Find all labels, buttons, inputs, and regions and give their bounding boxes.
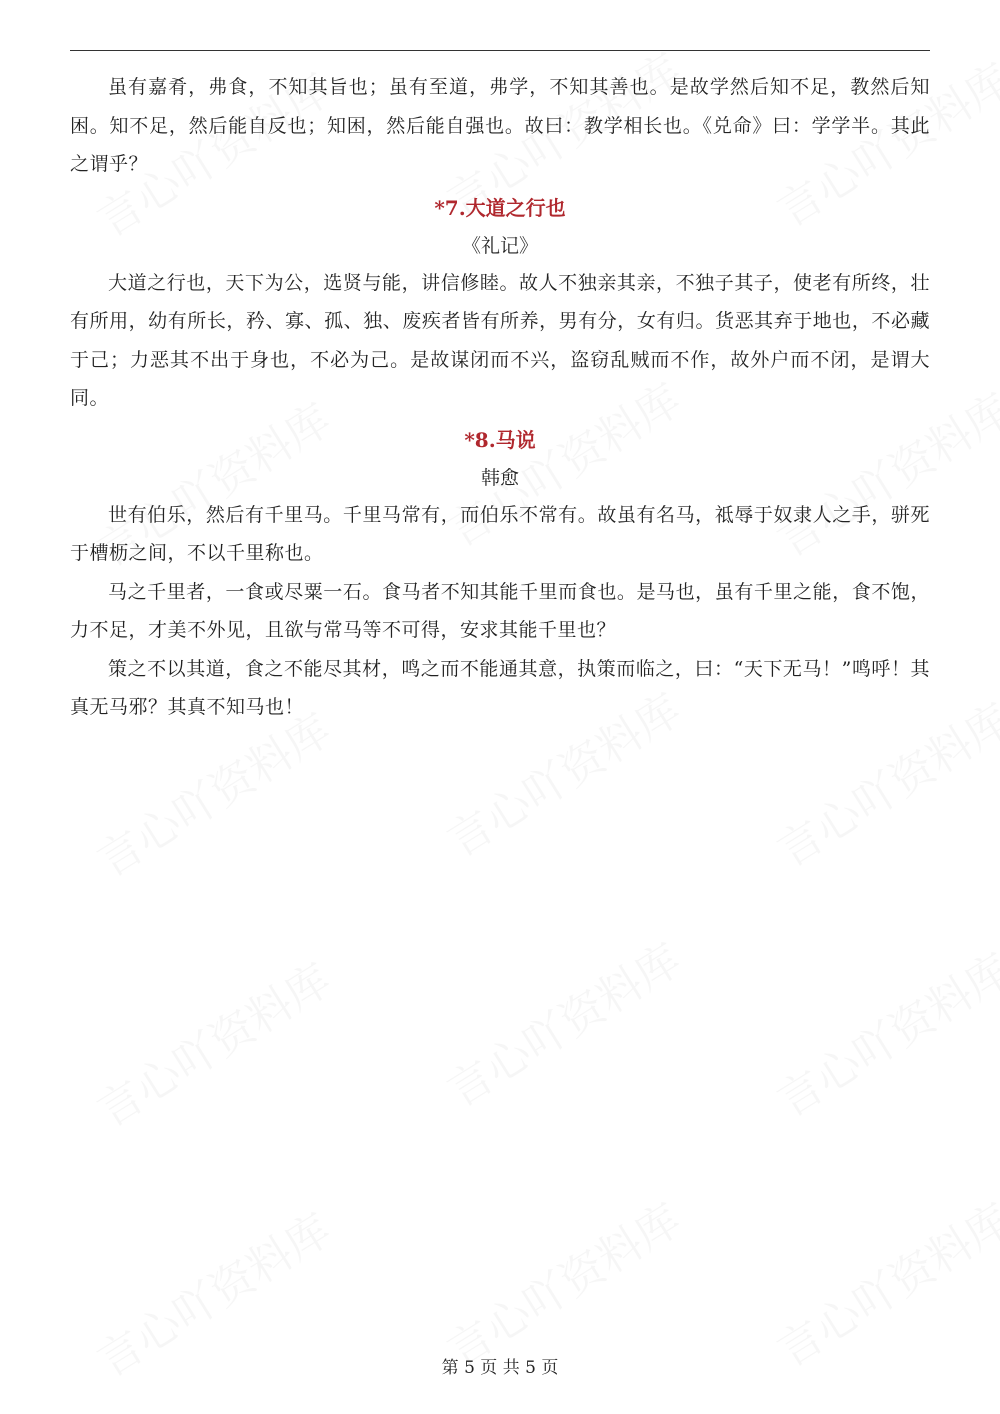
section-paragraph-8-3: 策之不以其道，食之不能尽其材，鸣之而不能通其意，执策而临之，曰：“天下无马！”鸣呼！其真无马邪？其真不知马也！ <box>70 657 930 718</box>
section-paragraph-8-1: 世有伯乐，然后有千里马。千里马常有，而伯乐不常有。故虽有名马，祗辱于奴隶人之手，骈死于槽枥之间，不以千里称也。 <box>70 503 930 564</box>
watermark <box>83 945 341 1139</box>
watermark <box>433 1185 691 1379</box>
page-content <box>70 68 930 727</box>
section-paragraph-7: 大道之行也，天下为公，选贤与能，讲信修睦。故人不独亲其亲，不独子其子，使老有所终，壮有所用，幼有所长，矜、寡、孤、独、废疾者皆有所养，男有分，女有归。货恶其弃于地也，不必藏于己；力恶其不出于身也，不必为己。是故谋闭而不兴，盗窃乱贼而不作，故外户而不闭，是谓大同。 <box>70 271 930 409</box>
header-rule <box>70 50 930 51</box>
section-source-7: 《礼记》 <box>461 234 538 257</box>
page-number-footer: 第 5 页 共 5 页 <box>441 1358 559 1378</box>
section-title-8: *8.马说 <box>464 427 536 452</box>
watermark <box>433 925 691 1119</box>
watermark <box>763 1185 1000 1379</box>
intro-paragraph: 虽有嘉肴，弗食，不知其旨也；虽有至道，弗学，不知其善也。是故学然后知不足，教然后知困。知不足，然后能自反也；知困，然后能自强也。故曰：教学相长也。《兑命》曰：学学半。其此之谓乎？ <box>70 76 930 175</box>
section-title-7: *7.大道之行也 <box>434 195 566 220</box>
section-paragraph-8-2: 马之千里者，一食或尽粟一石。食马者不知其能千里而食也。是马也，虽有千里之能，食不饱，力不足，才美不外见，且欲与常马等不可得，安求其能千里也？ <box>70 580 930 641</box>
watermark <box>763 935 1000 1129</box>
section-author-8: 韩愈 <box>480 466 519 489</box>
